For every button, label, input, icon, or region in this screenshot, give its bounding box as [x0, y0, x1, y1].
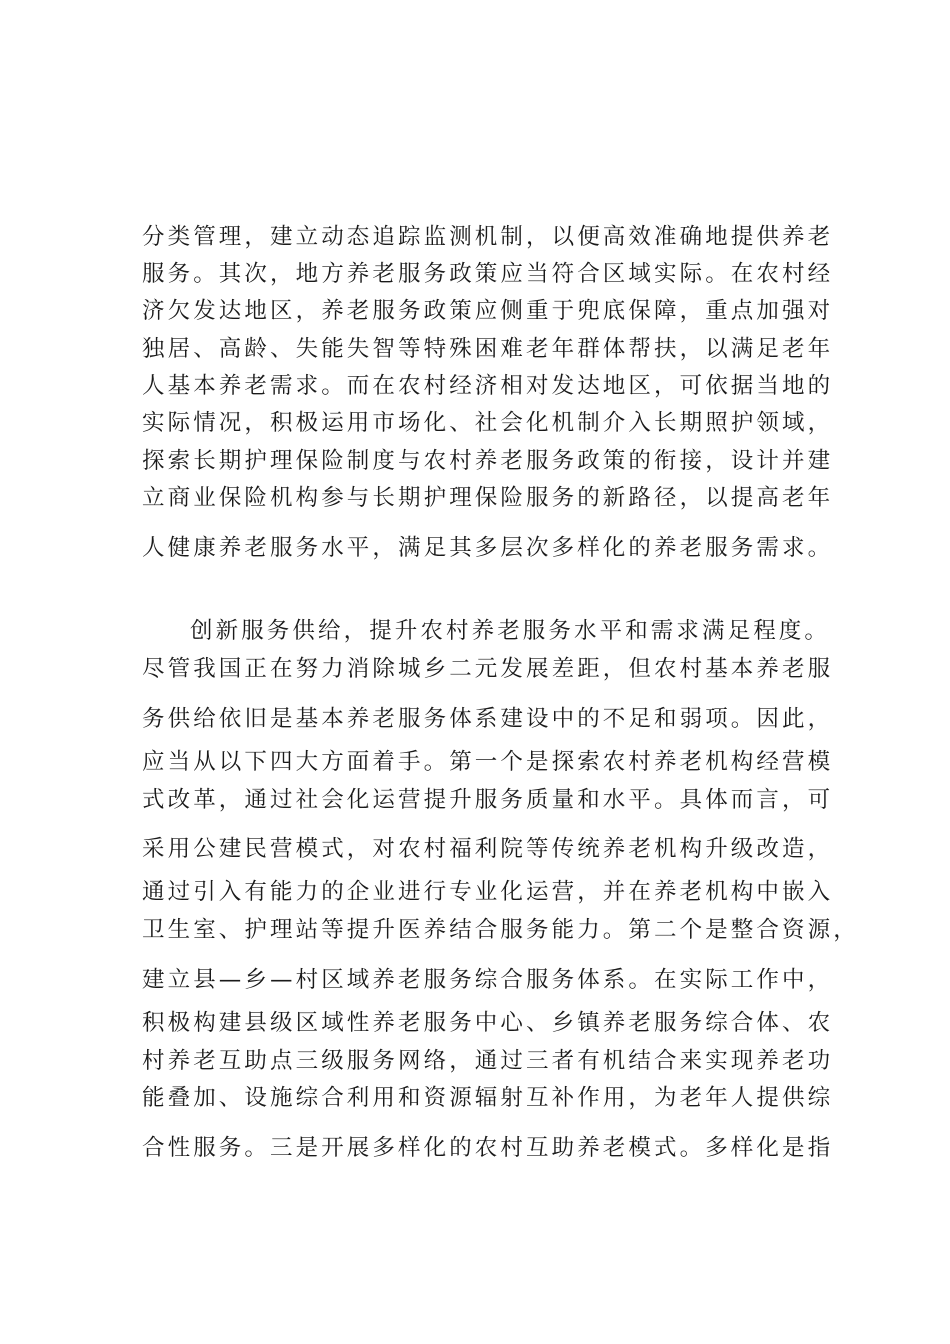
text-line: 积极构建县级区域性养老服务中心、乡镇养老服务综合体、农	[142, 1010, 834, 1036]
text-line: 分类管理，建立动态追踪监测机制，以便高效准确地提供养老	[142, 224, 834, 250]
text-line: 探索长期护理保险制度与农村养老服务政策的衔接，设计并建	[142, 448, 834, 474]
text-line: 创新服务供给，提升农村养老服务水平和需求满足程度。	[190, 618, 831, 644]
text-line: 立商业保险机构参与长期护理保险服务的新路径，以提高老年	[142, 485, 834, 511]
text-line: 济欠发达地区，养老服务政策应侧重于兜底保障，重点加强对	[142, 298, 834, 324]
text-line: 建立县—乡—村区域养老服务综合服务体系。在实际工作中，	[142, 967, 834, 993]
text-line: 能叠加、设施综合利用和资源辐射互补作用，为老年人提供综	[142, 1085, 834, 1111]
text-line: 村养老互助点三级服务网络，通过三者有机结合来实现养老功	[142, 1048, 834, 1074]
text-line: 卫生室、护理站等提升医养结合服务能力。第二个是整合资源，	[142, 917, 859, 943]
text-line: 实际情况，积极运用市场化、社会化机制介入长期照护领域，	[142, 410, 834, 436]
text-line: 式改革，通过社会化运营提升服务质量和水平。具体而言，可	[142, 787, 834, 813]
text-line: 合性服务。三是开展多样化的农村互助养老模式。多样化是指	[142, 1135, 834, 1161]
text-line: 人基本养老需求。而在农村经济相对发达地区，可依据当地的	[142, 373, 834, 399]
text-line: 采用公建民营模式，对农村福利院等传统养老机构升级改造，	[142, 836, 834, 862]
text-line: 人健康养老服务水平，满足其多层次多样化的养老服务需求。	[142, 535, 834, 561]
text-line: 务供给依旧是基本养老服务体系建设中的不足和弱项。因此，	[142, 706, 834, 732]
text-line: 独居、高龄、失能失智等特殊困难老年群体帮扶，以满足老年	[142, 336, 834, 362]
text-line: 服务。其次，地方养老服务政策应当符合区域实际。在农村经	[142, 261, 834, 287]
text-line: 尽管我国正在努力消除城乡二元发展差距，但农村基本养老服	[142, 656, 834, 682]
text-line: 通过引入有能力的企业进行专业化运营，并在养老机构中嵌入	[142, 879, 834, 905]
text-line: 应当从以下四大方面着手。第一个是探索农村养老机构经营模	[142, 749, 834, 775]
